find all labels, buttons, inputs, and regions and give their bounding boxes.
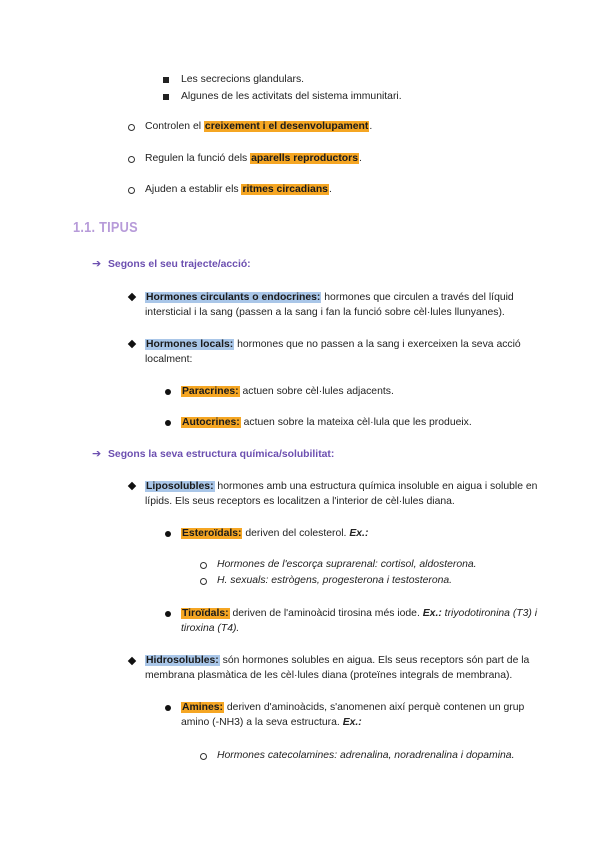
- list-item-continuation: intersticial i la sang (passen a la sang i fan la funció sobre cèl·lules llunyanes).: [145, 307, 505, 318]
- highlight: creixement i el desenvolupament: [204, 121, 369, 132]
- highlight: Amines:: [182, 702, 223, 713]
- dot-bullet-icon: [165, 705, 171, 711]
- dot-bullet-icon: [165, 611, 171, 617]
- diamond-bullet-icon: [128, 482, 136, 490]
- circle-bullet-icon: [128, 124, 135, 131]
- circle-bullet-icon: [200, 562, 207, 569]
- list-item-continuation: lípids. Els seus receptors es localitzen a l'interior de cèl·lules diana.: [145, 496, 455, 507]
- diamond-bullet-icon: [128, 657, 136, 665]
- group-label: Segons el seu trajecte/acció:: [108, 259, 251, 270]
- list-item: H. sexuals: estrògens, progesterona i testosterona.: [217, 575, 453, 586]
- list-item: Paracrines: actuen sobre cèl·lules adjacents.: [182, 386, 394, 397]
- group-label: Segons la seva estructura química/solubilitat:: [108, 449, 335, 460]
- list-item: Hormones locals: hormones que no passen a la sang i exerceixen la seva acció: [146, 339, 521, 350]
- highlight: Hormones circulants o endocrines:: [146, 292, 321, 303]
- list-item: Hidrosolubles: són hormones solubles en aigua. Els seus receptors són part de la: [146, 655, 530, 666]
- dot-bullet-icon: [165, 531, 171, 537]
- list-item: Regulen la funció dels aparells reproductors.: [145, 153, 362, 164]
- list-item-continuation: tiroxina (T4).: [181, 623, 240, 634]
- list-item-continuation: amino (-NH3) a la seva estructura. Ex.:: [181, 717, 362, 728]
- arrow-right-icon: ➔: [92, 258, 102, 270]
- list-item: Tiroïdals: deriven de l'aminoàcid tirosina més iode. Ex.: triyodotironina (T3) i: [182, 608, 538, 619]
- list-item: Hormones catecolamines: adrenalina, noradrenalina i dopamina.: [217, 750, 515, 761]
- dot-bullet-icon: [165, 389, 171, 395]
- list-item: Esteroïdals: deriven del colesterol. Ex.:: [182, 528, 369, 539]
- highlight: Esteroïdals:: [182, 528, 242, 539]
- diamond-bullet-icon: [128, 293, 136, 301]
- section-heading: 1.1. TIPUS: [73, 219, 138, 236]
- dot-bullet-icon: [165, 420, 171, 426]
- list-item: Ajuden a establir els ritmes circadians.: [145, 184, 332, 195]
- highlight: Tiroïdals:: [182, 608, 229, 619]
- circle-bullet-icon: [200, 578, 207, 585]
- highlight: Hidrosolubles:: [146, 655, 219, 666]
- list-item: Hormones circulants o endocrines: hormones que circulen a través del líquid: [146, 292, 514, 303]
- square-bullet-icon: [163, 94, 169, 100]
- circle-bullet-icon: [128, 187, 135, 194]
- list-item-continuation: localment:: [145, 354, 193, 365]
- list-item: Autocrines: actuen sobre la mateixa cèl·lula que les produeix.: [182, 417, 472, 428]
- square-bullet-icon: [163, 77, 169, 83]
- list-item: Algunes de les activitats del sistema immunitari.: [181, 91, 402, 102]
- highlight: Paracrines:: [182, 386, 239, 397]
- list-item: Amines: deriven d'aminoàcids, s'anomenen així perquè contenen un grup: [182, 702, 525, 713]
- circle-bullet-icon: [128, 156, 135, 163]
- highlight: ritmes circadians: [242, 184, 328, 195]
- list-item: Les secrecions glandulars.: [181, 74, 305, 85]
- highlight: Hormones locals:: [146, 339, 234, 350]
- diamond-bullet-icon: [128, 340, 136, 348]
- list-item: Hormones de l'escorça suprarenal: cortisol, aldosterona.: [217, 559, 477, 570]
- circle-bullet-icon: [200, 753, 207, 760]
- list-item-continuation: membrana plasmàtica de les cèl·lules diana (proteïnes integrals de membrana).: [145, 670, 513, 681]
- highlight: Liposolubles:: [146, 481, 214, 492]
- highlight: aparells reproductors: [251, 153, 358, 164]
- arrow-right-icon: ➔: [92, 448, 102, 460]
- list-item: Controlen el creixement i el desenvolupament.: [145, 121, 373, 132]
- highlight: Autocrines:: [182, 417, 240, 428]
- list-item: Liposolubles: hormones amb una estructura química insoluble en aigua i soluble en: [146, 481, 538, 492]
